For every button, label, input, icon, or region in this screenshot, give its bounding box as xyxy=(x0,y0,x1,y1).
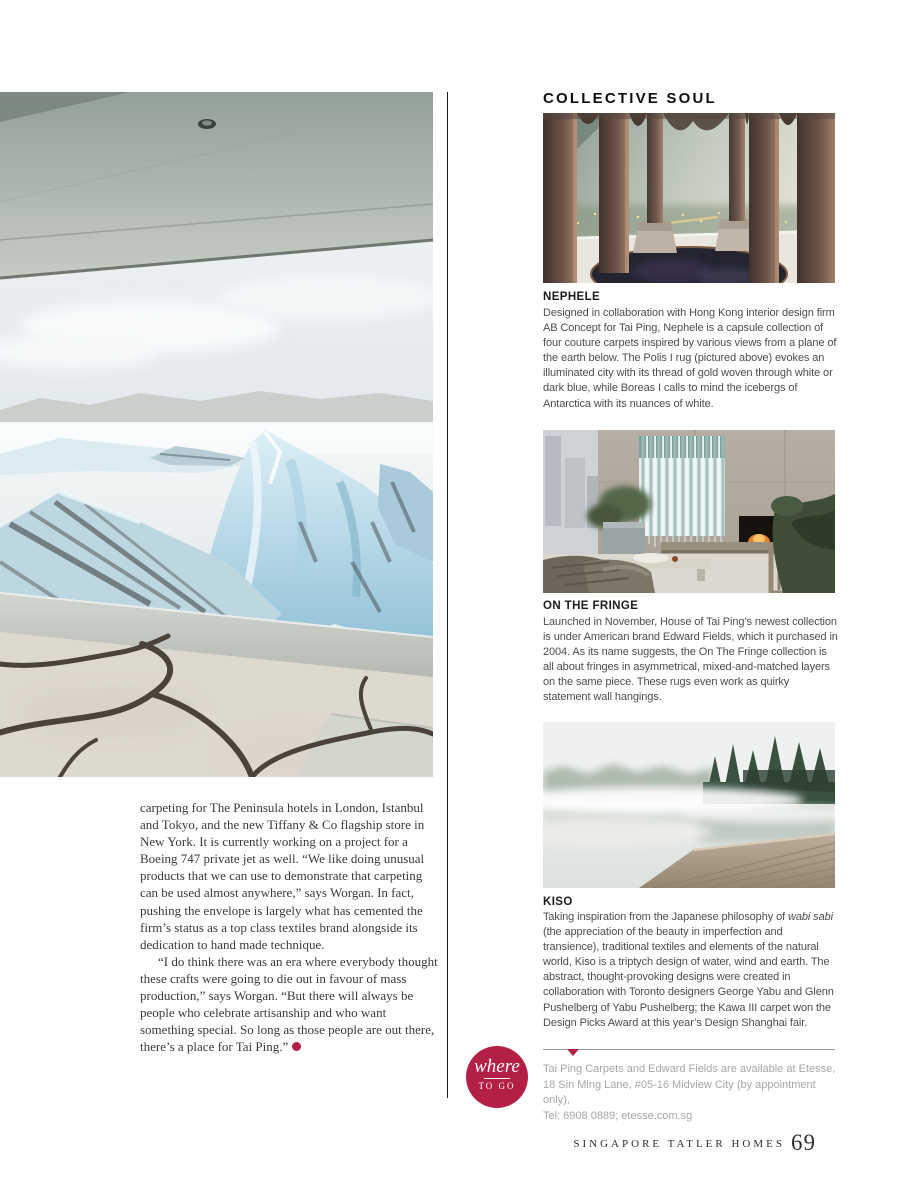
article-paragraph: carpeting for The Peninsula hotels in London, Istanbul and Tokyo, and the new Tiffany & Co flagship store in New York. It is currently working on a project for a Boeing 747 private jet as well. “We like doing unusual products that we can use to demonstrate that carpeting can be used almost anywhere,” says Worgan. In fact, pushing the envelope is largely what has cemented the firm’s status as a top class textiles brand alongside its dedication to hand made technique. xyxy=(140,800,425,952)
where-to-go-text xyxy=(543,1062,839,1124)
kiso-heading: KISO xyxy=(543,896,573,908)
nephele-photo xyxy=(543,113,835,283)
contact-line: Tel: 6908 0889; etesse.com.sg xyxy=(543,1109,693,1122)
kiso-photo xyxy=(543,722,835,888)
page-number: 69 xyxy=(791,1130,816,1155)
badge-word: where xyxy=(474,1056,520,1077)
kiso-body-pre: Taking inspiration from the Japanese philosophy of xyxy=(543,911,788,923)
on-the-fringe-heading: ON THE FRINGE xyxy=(543,600,639,612)
badge-subword: TO GO xyxy=(478,1081,516,1091)
on-the-fringe-photo xyxy=(543,430,835,593)
kiso-body-italic: wabi sabi xyxy=(788,911,833,923)
kiso-body-post: (the appreciation of the beauty in imperfection and transience), traditional textiles and elements of the natural world, Kiso is a triptych design of water, wind and earth. The abstract, thought-provoking designs were created in collaboration with Toronto designers George Yabu and Glenn Pushelberg of Yabu Pushelberg; the Kawa III carpet won the Design Picks Award at this year’s Design Shanghai fair. xyxy=(543,926,834,1029)
article-body xyxy=(140,799,438,1055)
where-to-go-divider xyxy=(543,1049,835,1050)
page-footer xyxy=(500,1130,816,1156)
magazine-name: SINGAPORE TATLER HOMES xyxy=(573,1138,785,1150)
pointer-triangle-icon xyxy=(567,1049,579,1056)
badge-underline xyxy=(484,1078,510,1079)
section-title: COLLECTIVE SOUL xyxy=(543,90,717,107)
where-to-go-badge xyxy=(466,1046,528,1108)
article-paragraph xyxy=(140,953,438,1056)
contact-line: Tai Ping Carpets and Edward Fields are available at Etesse, xyxy=(543,1063,836,1075)
on-the-fringe-body: Launched in November, House of Tai Ping’s newest collection is under American brand Edward Fields, which it purchased in 2004. As its name suggests, the On The Fringe collection is all about fringes in asymmetrical, mixed-and-matched layers on the same piece. These rugs even work as quirky statement wall hangings. xyxy=(543,616,838,704)
nephele-photo-illustration xyxy=(543,113,835,283)
kiso-body xyxy=(543,910,839,1031)
contact-line: 18 Sin Ming Lane, #05-16 Midview City (by appointment only), xyxy=(543,1078,816,1106)
article-paragraph-text: “I do think there was an era where everybody thought these crafts were going to die out in favour of mass production,” says Worgan. “But there will always be people who celebrate artisanship and who want something special. So long as those people are out there, there’s a place for Tai Ping.” xyxy=(140,953,438,1055)
nephele-body: Designed in collaboration with Hong Kong interior design firm AB Concept for Tai Ping, Nephele is a capsule collection of four couture carpets inspired by various views from a plane of the earth below. The Polis I rug (pictured above) evokes an illuminated city with its thread of gold woven through white or dark blue, while Boreas I calls to mind the icebergs of Antarctica with its nuances of white. xyxy=(543,307,837,410)
hero-photo-iceberg-lagoon xyxy=(0,92,433,777)
kiso-photo-illustration xyxy=(543,722,835,888)
on-the-fringe-photo-illustration xyxy=(543,430,835,593)
column-divider-rule xyxy=(447,92,448,1098)
article-end-dot-icon xyxy=(292,1042,301,1051)
hero-photo-illustration xyxy=(0,92,433,777)
nephele-heading: NEPHELE xyxy=(543,291,601,303)
